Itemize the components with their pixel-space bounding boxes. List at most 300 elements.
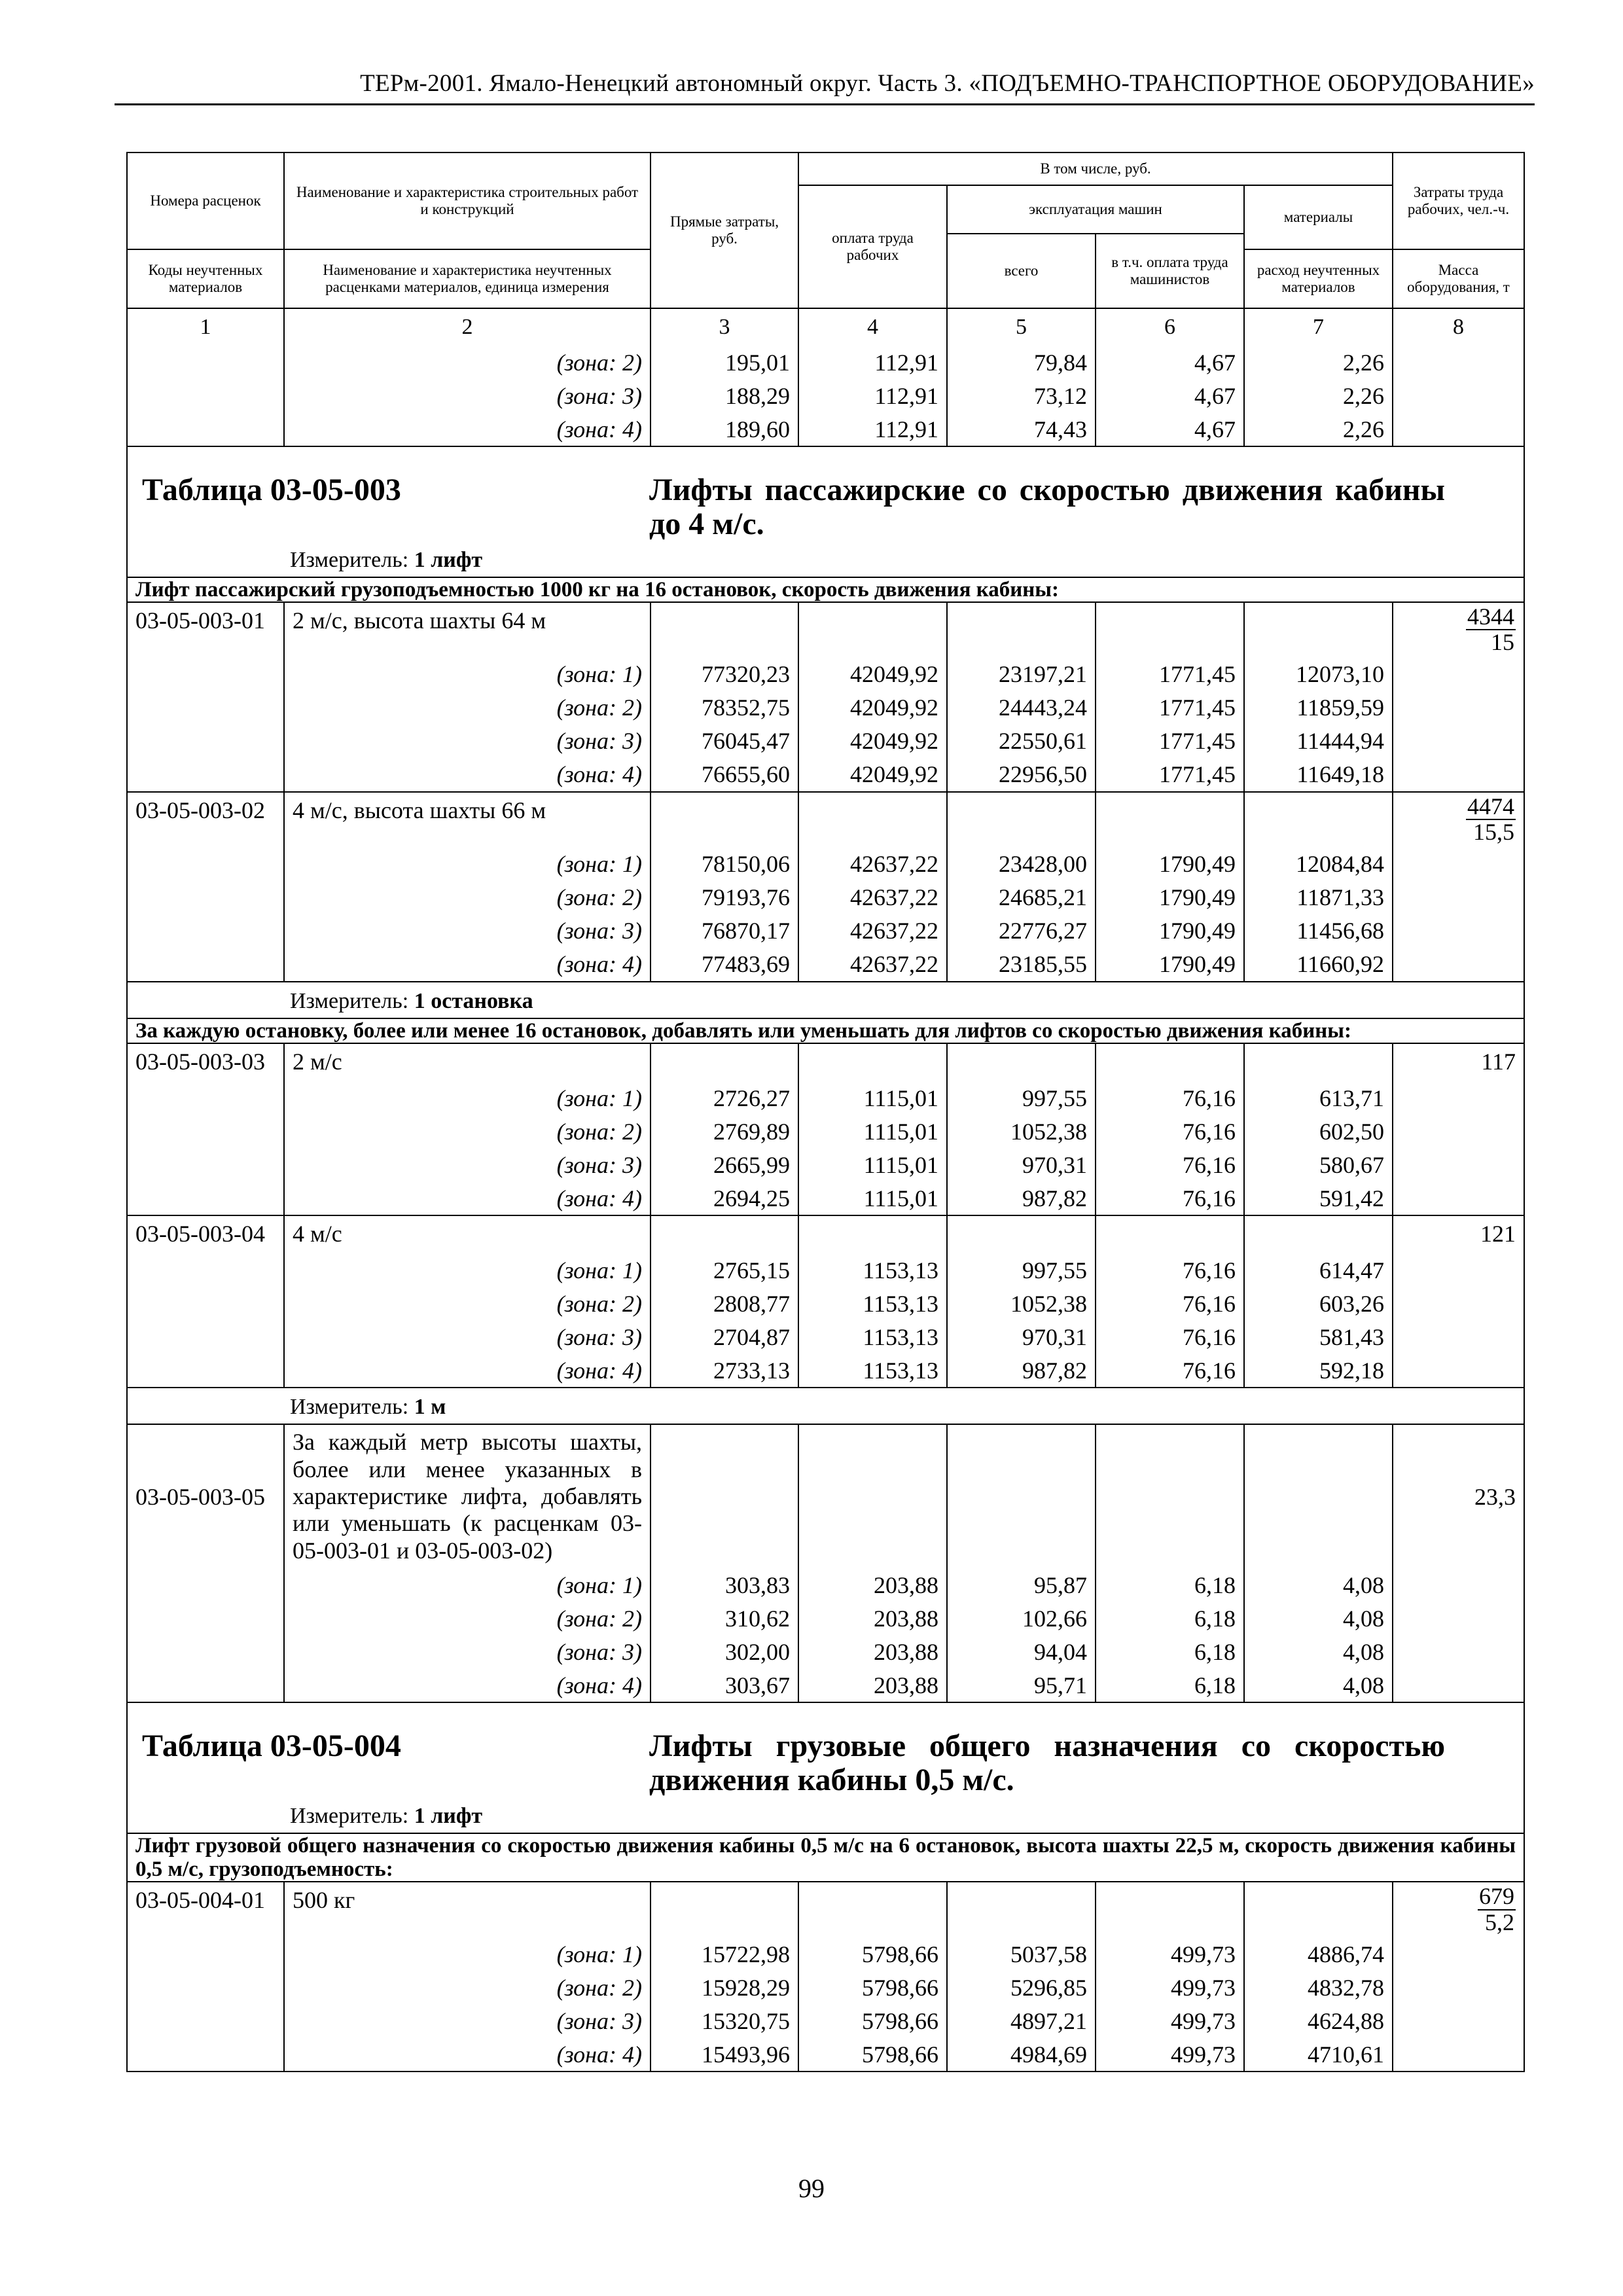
value-c5: 1052,38 <box>947 1287 1096 1320</box>
unit-value: 1 лифт <box>414 1803 483 1828</box>
page-number: 99 <box>798 2174 825 2203</box>
section-heading: Лифт пассажирский грузоподъемностью 1000 кг на 16 остановок, скорость движения кабины: <box>127 577 1524 602</box>
value-c7: 4710,61 <box>1244 2037 1393 2072</box>
value-c4: 5798,66 <box>798 1971 947 2004</box>
zone-label: (зона: 4) <box>284 1668 651 1702</box>
value-c3: 2765,15 <box>651 1253 798 1287</box>
code-cell <box>127 1354 284 1388</box>
col-number: 6 <box>1096 308 1244 346</box>
rate-name: 4 м/с, высота шахты 66 м <box>284 792 651 848</box>
value-c3: 188,29 <box>651 379 798 412</box>
value-c4: 203,88 <box>798 1668 947 1702</box>
table-004-header-row-cell <box>127 1702 1524 1833</box>
empty-cell <box>1244 792 1393 848</box>
value-c3: 189,60 <box>651 412 798 446</box>
value-c6: 4,67 <box>1096 412 1244 446</box>
value-c3: 2665,99 <box>651 1148 798 1181</box>
head-col6: в т.ч. оплата труда машинистов <box>1096 234 1244 308</box>
c8-cell <box>1393 1602 1524 1635</box>
value-c3: 15493,96 <box>651 2037 798 2072</box>
value-c5: 5296,85 <box>947 1971 1096 2004</box>
value-c5: 94,04 <box>947 1635 1096 1668</box>
zone-row <box>127 1635 1524 1668</box>
code-cell <box>127 914 284 948</box>
c8-cell <box>1393 914 1524 948</box>
value-c7: 11871,33 <box>1244 881 1393 914</box>
value-c6: 1771,45 <box>1096 725 1244 758</box>
value-c4: 42049,92 <box>798 758 947 792</box>
c8-cell <box>1393 1253 1524 1287</box>
table-004-header-row <box>127 1702 1524 1833</box>
value-c6: 1790,49 <box>1096 914 1244 948</box>
empty-cell <box>947 1043 1096 1081</box>
zone-label: (зона: 1) <box>284 1253 651 1287</box>
value-c7: 2,26 <box>1244 346 1393 379</box>
labor-cell: 23,3 <box>1393 1424 1524 1568</box>
value-c4: 203,88 <box>798 1602 947 1635</box>
value-c5: 73,12 <box>947 379 1096 412</box>
table-caption: Лифты пассажирские со скоростью движения кабины до 4 м/с. <box>649 473 1446 541</box>
value-c7: 613,71 <box>1244 1081 1393 1115</box>
empty-cell <box>798 602 947 658</box>
value-c3: 2733,13 <box>651 1354 798 1388</box>
value-c4: 1153,13 <box>798 1320 947 1354</box>
value-c5: 23428,00 <box>947 848 1096 881</box>
table-caption: Лифты грузовые общего назначения со скоростью движения кабины 0,5 м/с. <box>649 1729 1446 1798</box>
value-c6: 1771,45 <box>1096 691 1244 725</box>
value-c3: 78150,06 <box>651 848 798 881</box>
unit-of-measure <box>128 541 1524 577</box>
empty-cell <box>1096 792 1244 848</box>
value-c3: 77320,23 <box>651 658 798 691</box>
zone-row <box>127 2037 1524 2072</box>
rate-code: 03-05-003-03 <box>127 1043 284 1081</box>
code-cell <box>127 1181 284 1215</box>
mass-fraction <box>1478 1884 1516 1935</box>
rate-name: 500 кг <box>284 1882 651 1937</box>
empty-cell <box>651 602 798 658</box>
empty-cell <box>798 1043 947 1081</box>
mass-cell <box>1393 792 1524 848</box>
value-c7: 580,67 <box>1244 1148 1393 1181</box>
table-number: Таблица 03-05-004 <box>142 1729 401 1764</box>
head-col5: всего <box>947 234 1096 308</box>
code-cell <box>127 412 284 446</box>
mass-fraction <box>1466 795 1516 846</box>
value-c7: 614,47 <box>1244 1253 1393 1287</box>
zone-row <box>127 658 1524 691</box>
c8-cell <box>1393 848 1524 881</box>
zone-label: (зона: 3) <box>284 914 651 948</box>
value-c4: 42049,92 <box>798 725 947 758</box>
value-c5: 79,84 <box>947 346 1096 379</box>
rate-name: 2 м/с <box>284 1043 651 1081</box>
value-c7: 11444,94 <box>1244 725 1393 758</box>
col-number: 3 <box>651 308 798 346</box>
empty-cell <box>947 1424 1096 1568</box>
col-number: 7 <box>1244 308 1393 346</box>
empty-cell <box>1244 1215 1393 1253</box>
labor-cell: 121 <box>1393 1215 1524 1253</box>
measure-row-2-cell <box>127 982 1524 1018</box>
c8-cell <box>1393 1635 1524 1668</box>
head-materials: материалы <box>1244 185 1393 249</box>
empty-cell <box>1096 1424 1244 1568</box>
empty-cell <box>1244 1043 1393 1081</box>
unit-label: Измеритель: <box>290 1803 409 1828</box>
zone-row <box>127 1354 1524 1388</box>
value-c4: 1115,01 <box>798 1148 947 1181</box>
value-c3: 76655,60 <box>651 758 798 792</box>
head-col1-a: Номера расценок <box>127 152 284 249</box>
empty-cell <box>798 792 947 848</box>
empty-cell <box>651 1215 798 1253</box>
value-c6: 499,73 <box>1096 2037 1244 2072</box>
unit-value: 1 остановка <box>414 988 533 1013</box>
table-003-header-row <box>127 446 1524 577</box>
unit-value: 1 м <box>414 1395 446 1420</box>
zone-row <box>127 1115 1524 1148</box>
head-col8-b: Масса оборудования, т <box>1393 249 1524 308</box>
header-rule <box>115 103 1535 105</box>
measure-row-3-cell <box>127 1388 1524 1424</box>
value-c7: 11456,68 <box>1244 914 1393 948</box>
value-c6: 499,73 <box>1096 1971 1244 2004</box>
zone-row <box>127 914 1524 948</box>
code-cell <box>127 1148 284 1181</box>
zone-label: (зона: 4) <box>284 1354 651 1388</box>
table-title <box>128 447 1524 541</box>
table-004-heading <box>128 1703 1524 1833</box>
c8-cell <box>1393 1181 1524 1215</box>
zone-label: (зона: 3) <box>284 1320 651 1354</box>
code-cell <box>127 1253 284 1287</box>
rate-code-row <box>127 1215 1524 1253</box>
value-c5: 987,82 <box>947 1354 1096 1388</box>
zone-label: (зона: 2) <box>284 1602 651 1635</box>
zone-label: (зона: 2) <box>284 1971 651 2004</box>
value-c5: 1052,38 <box>947 1115 1096 1148</box>
value-c6: 76,16 <box>1096 1320 1244 1354</box>
value-c4: 42637,22 <box>798 914 947 948</box>
value-c3: 76045,47 <box>651 725 798 758</box>
value-c6: 6,18 <box>1096 1602 1244 1635</box>
head-col2-b: Наименование и характеристика неучтенных расценками материалов, единица измерения <box>284 249 651 308</box>
code-cell <box>127 725 284 758</box>
value-c3: 78352,75 <box>651 691 798 725</box>
code-cell <box>127 1081 284 1115</box>
c8-cell <box>1393 1081 1524 1115</box>
c8-cell <box>1393 2037 1524 2072</box>
section-heading-row <box>127 1833 1524 1882</box>
empty-cell <box>651 1424 798 1568</box>
code-cell <box>127 1602 284 1635</box>
value-c7: 581,43 <box>1244 1320 1393 1354</box>
zone-label: (зона: 1) <box>284 1937 651 1971</box>
zone-label: (зона: 2) <box>284 881 651 914</box>
value-c4: 203,88 <box>798 1635 947 1668</box>
zone-label: (зона: 4) <box>284 412 651 446</box>
value-c4: 1115,01 <box>798 1115 947 1148</box>
col-number: 5 <box>947 308 1096 346</box>
mass-denominator: 15 <box>1491 629 1515 656</box>
col-number: 2 <box>284 308 651 346</box>
value-c7: 4886,74 <box>1244 1937 1393 1971</box>
code-cell <box>127 881 284 914</box>
c8-cell <box>1393 758 1524 792</box>
unit-of-measure <box>128 1388 1524 1424</box>
rates-table <box>126 152 1525 2072</box>
zone-label: (зона: 3) <box>284 2004 651 2037</box>
zone-row <box>127 1971 1524 2004</box>
table-title <box>128 1703 1524 1797</box>
value-c4: 42637,22 <box>798 881 947 914</box>
empty-cell <box>1244 602 1393 658</box>
value-c6: 76,16 <box>1096 1115 1244 1148</box>
table-003-heading <box>128 447 1524 577</box>
value-c5: 22956,50 <box>947 758 1096 792</box>
value-c7: 603,26 <box>1244 1287 1393 1320</box>
zone-row <box>127 2004 1524 2037</box>
value-c5: 4897,21 <box>947 2004 1096 2037</box>
price-table <box>126 152 1524 2072</box>
value-c4: 5798,66 <box>798 2004 947 2037</box>
rate-code-row <box>127 792 1524 848</box>
value-c6: 1771,45 <box>1096 758 1244 792</box>
zone-label: (зона: 4) <box>284 1181 651 1215</box>
rate-name: 2 м/с, высота шахты 64 м <box>284 602 651 658</box>
value-c5: 970,31 <box>947 1320 1096 1354</box>
value-c6: 499,73 <box>1096 2004 1244 2037</box>
value-c7: 11649,18 <box>1244 758 1393 792</box>
value-c7: 2,26 <box>1244 412 1393 446</box>
empty-cell <box>1096 602 1244 658</box>
value-c7: 4624,88 <box>1244 2004 1393 2037</box>
empty-cell <box>651 792 798 848</box>
zone-row <box>127 1253 1524 1287</box>
value-c3: 15928,29 <box>651 1971 798 2004</box>
value-c4: 112,91 <box>798 412 947 446</box>
code-cell <box>127 1287 284 1320</box>
value-c4: 1153,13 <box>798 1354 947 1388</box>
zone-label: (зона: 2) <box>284 1287 651 1320</box>
rate-code: 03-05-003-05 <box>127 1424 284 1568</box>
mass-denominator: 5,2 <box>1485 1909 1515 1935</box>
zone-label: (зона: 1) <box>284 1568 651 1602</box>
c8-cell <box>1393 948 1524 982</box>
c8-cell <box>1393 379 1524 412</box>
value-c6: 1790,49 <box>1096 881 1244 914</box>
zone-label: (зона: 3) <box>284 1148 651 1181</box>
value-c5: 22776,27 <box>947 914 1096 948</box>
value-c6: 76,16 <box>1096 1253 1244 1287</box>
table-body <box>127 152 1524 2072</box>
code-cell <box>127 2004 284 2037</box>
value-c7: 12084,84 <box>1244 848 1393 881</box>
zone-label: (зона: 3) <box>284 379 651 412</box>
mass-fraction <box>1466 605 1516 656</box>
value-c4: 5798,66 <box>798 1937 947 1971</box>
table-title-block <box>128 447 1524 541</box>
head-col4: оплата труда рабочих <box>798 185 947 308</box>
rate-name: 4 м/с <box>284 1215 651 1253</box>
zone-row <box>127 1937 1524 1971</box>
zone-label: (зона: 2) <box>284 1115 651 1148</box>
head-row-1 <box>127 152 1524 185</box>
value-c7: 4,08 <box>1244 1668 1393 1702</box>
value-c7: 12073,10 <box>1244 658 1393 691</box>
value-c5: 95,87 <box>947 1568 1096 1602</box>
head-col3: Прямые затраты, руб. <box>651 152 798 308</box>
zone-row <box>127 881 1524 914</box>
empty-cell <box>798 1424 947 1568</box>
rate-code: 03-05-003-02 <box>127 792 284 848</box>
value-c6: 6,18 <box>1096 1568 1244 1602</box>
zone-row <box>127 1148 1524 1181</box>
measure-row-2 <box>127 982 1524 1018</box>
value-c7: 2,26 <box>1244 379 1393 412</box>
value-c6: 6,18 <box>1096 1635 1244 1668</box>
value-c6: 4,67 <box>1096 379 1244 412</box>
code-cell <box>127 658 284 691</box>
empty-cell <box>798 1882 947 1937</box>
zone-row <box>127 1602 1524 1635</box>
mass-numerator: 679 <box>1479 1883 1515 1910</box>
zone-label: (зона: 1) <box>284 1081 651 1115</box>
head-col7: расход неучтенных материалов <box>1244 249 1393 308</box>
rate-name: За каждый метр высоты шахты, более или менее указанных в характеристике лифта, добавлять или уменьшать (к расценкам 03-05-003-01 и 03-05-003-02) <box>284 1424 651 1568</box>
empty-cell <box>651 1882 798 1937</box>
c8-cell <box>1393 725 1524 758</box>
c8-cell <box>1393 1287 1524 1320</box>
measure-row-3 <box>127 1388 1524 1424</box>
value-c4: 1115,01 <box>798 1181 947 1215</box>
code-cell <box>127 691 284 725</box>
head-machines: эксплуатация машин <box>947 185 1244 234</box>
head-col2-a: Наименование и характеристика строительных работ и конструкций <box>284 152 651 249</box>
value-c4: 1115,01 <box>798 1081 947 1115</box>
unit-value: 1 лифт <box>414 547 483 572</box>
zone-label: (зона: 1) <box>284 848 651 881</box>
empty-cell <box>1244 1424 1393 1568</box>
rate-code: 03-05-003-04 <box>127 1215 284 1253</box>
zone-label: (зона: 2) <box>284 691 651 725</box>
rate-code-row <box>127 602 1524 658</box>
empty-cell <box>1096 1215 1244 1253</box>
empty-cell <box>947 1215 1096 1253</box>
zone-row <box>127 1181 1524 1215</box>
value-c6: 6,18 <box>1096 1668 1244 1702</box>
value-c3: 79193,76 <box>651 881 798 914</box>
c8-cell <box>1393 1568 1524 1602</box>
value-c5: 95,71 <box>947 1668 1096 1702</box>
zone-label: (зона: 3) <box>284 1635 651 1668</box>
zone-row <box>127 1081 1524 1115</box>
code-cell <box>127 758 284 792</box>
col-number: 1 <box>127 308 284 346</box>
zone-label: (зона: 2) <box>284 346 651 379</box>
value-c6: 76,16 <box>1096 1081 1244 1115</box>
empty-cell <box>947 1882 1096 1937</box>
unit-label: Измеритель: <box>290 547 409 572</box>
value-c4: 112,91 <box>798 379 947 412</box>
value-c3: 2769,89 <box>651 1115 798 1148</box>
c8-cell <box>1393 1115 1524 1148</box>
value-c6: 1771,45 <box>1096 658 1244 691</box>
value-c3: 302,00 <box>651 1635 798 1668</box>
empty-cell <box>798 1215 947 1253</box>
labor-cell: 117 <box>1393 1043 1524 1081</box>
section-heading-row <box>127 1018 1524 1043</box>
value-c5: 22550,61 <box>947 725 1096 758</box>
section-heading: Лифт грузовой общего назначения со скоростью движения кабины 0,5 м/с на 6 остановок, высота шахты 22,5 м, скорость движения кабины 0,5 м/с, грузоподъемность: <box>127 1833 1524 1882</box>
value-c6: 4,67 <box>1096 346 1244 379</box>
value-c5: 74,43 <box>947 412 1096 446</box>
value-c3: 2726,27 <box>651 1081 798 1115</box>
empty-cell <box>651 1043 798 1081</box>
rate-code-row <box>127 1043 1524 1081</box>
column-numbers-row <box>127 308 1524 346</box>
code-cell <box>127 948 284 982</box>
value-c7: 11859,59 <box>1244 691 1393 725</box>
zone-label: (зона: 4) <box>284 948 651 982</box>
rate-code: 03-05-003-01 <box>127 602 284 658</box>
value-c3: 76870,17 <box>651 914 798 948</box>
value-c4: 1153,13 <box>798 1287 947 1320</box>
unit-of-measure <box>128 1797 1524 1833</box>
code-cell <box>127 2037 284 2072</box>
value-c4: 42637,22 <box>798 948 947 982</box>
code-cell <box>127 1115 284 1148</box>
value-c5: 970,31 <box>947 1148 1096 1181</box>
value-c5: 5037,58 <box>947 1937 1096 1971</box>
value-c6: 1790,49 <box>1096 948 1244 982</box>
value-c7: 4,08 <box>1244 1635 1393 1668</box>
value-c3: 77483,69 <box>651 948 798 982</box>
value-c7: 4,08 <box>1244 1568 1393 1602</box>
unit-label: Измеритель: <box>290 988 409 1013</box>
c8-cell <box>1393 658 1524 691</box>
value-c3: 15722,98 <box>651 1937 798 1971</box>
value-c7: 4,08 <box>1244 1602 1393 1635</box>
c8-cell <box>1393 881 1524 914</box>
value-c3: 2808,77 <box>651 1287 798 1320</box>
code-cell <box>127 848 284 881</box>
empty-cell <box>1096 1043 1244 1081</box>
table-003-header-row-cell <box>127 446 1524 577</box>
c8-cell <box>1393 1937 1524 1971</box>
zone-row <box>127 1668 1524 1702</box>
table-title-block <box>128 1703 1524 1797</box>
zone-label: (зона: 1) <box>284 658 651 691</box>
c8-cell <box>1393 346 1524 379</box>
section-heading: За каждую остановку, более или менее 16 остановок, добавлять или уменьшать для лифтов со скоростью движения кабины: <box>127 1018 1524 1043</box>
value-c4: 42637,22 <box>798 848 947 881</box>
value-c4: 112,91 <box>798 346 947 379</box>
zone-row <box>127 346 1524 379</box>
zone-row <box>127 948 1524 982</box>
value-c5: 4984,69 <box>947 2037 1096 2072</box>
zone-row <box>127 1568 1524 1602</box>
value-c5: 23197,21 <box>947 658 1096 691</box>
zone-label: (зона: 4) <box>284 758 651 792</box>
code-cell <box>127 1635 284 1668</box>
zone-row <box>127 1320 1524 1354</box>
empty-cell <box>1096 1882 1244 1937</box>
c8-cell <box>1393 412 1524 446</box>
value-c3: 2694,25 <box>651 1181 798 1215</box>
value-c5: 987,82 <box>947 1181 1096 1215</box>
